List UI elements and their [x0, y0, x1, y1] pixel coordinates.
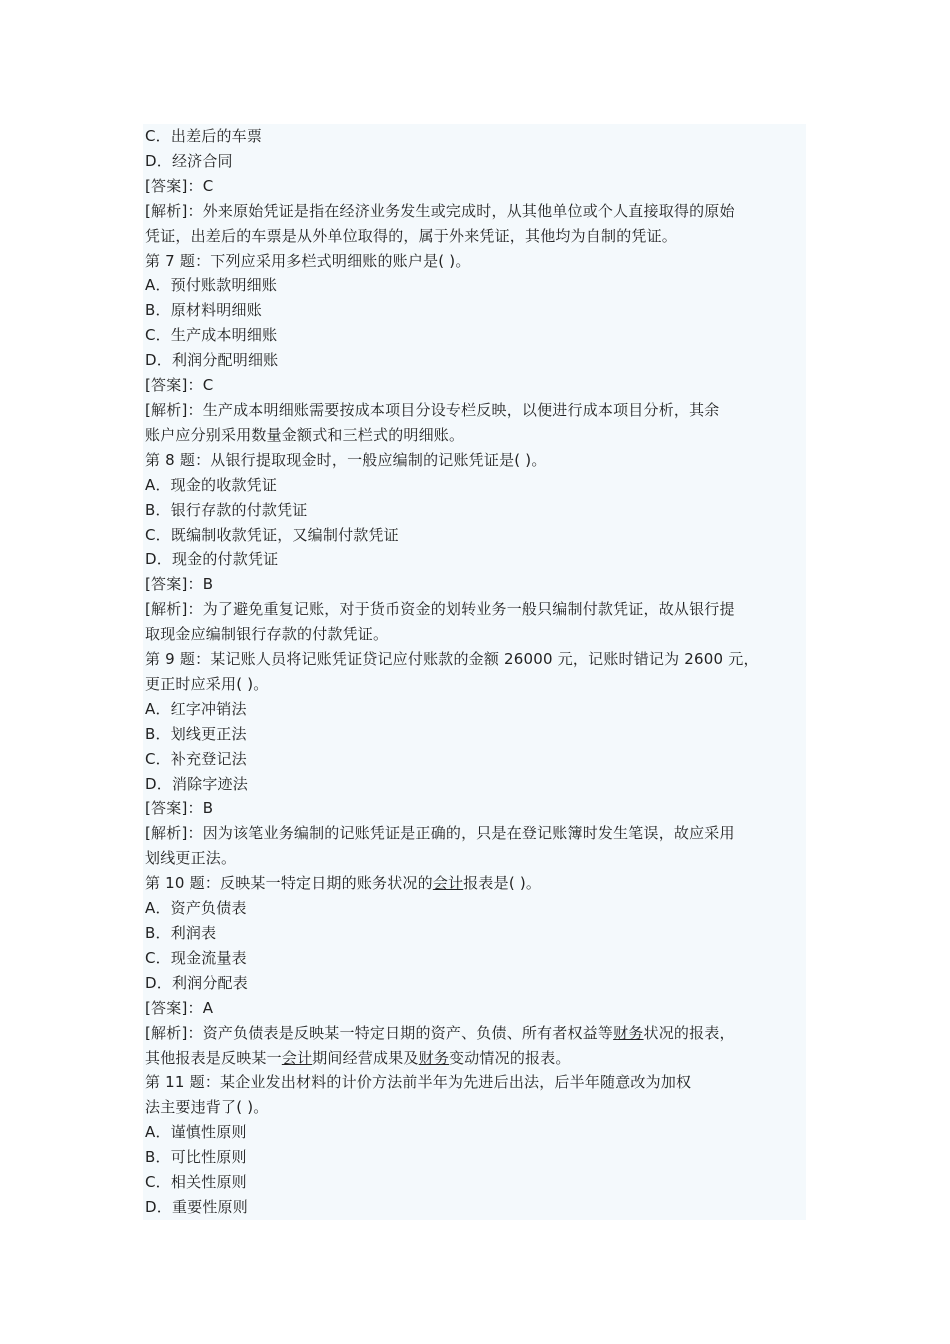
q10-analysis-text-end-2: 变动情况的报表。	[449, 1048, 571, 1067]
q9-answer: [答案]：B	[145, 799, 214, 818]
q7-analysis-line-1: [解析]：生产成本明细账需要按成本项目分设专栏反映，以便进行成本项目分析，其余	[145, 400, 720, 419]
q9-analysis-line-2: 划线更正法。	[145, 849, 237, 868]
link-kuaiji-2[interactable]: 会计	[281, 1048, 313, 1067]
q10-analysis-line-2	[145, 1046, 804, 1071]
q11-question-line-2: 法主要违背了( )。	[145, 1098, 269, 1117]
q9-option-c: C．补充登记法	[145, 749, 247, 768]
q11-question-line-1: 第 11 题：某企业发出材料的计价方法前半年为先进后出法，后半年随意改为加权	[145, 1073, 692, 1092]
q10-question	[145, 871, 804, 896]
q10-analysis-text-mid: 期间经营成果及	[312, 1048, 419, 1067]
link-caiwu-2[interactable]: 财务	[418, 1048, 450, 1067]
q6-analysis-line-1: [解析]：外来原始凭证是指在经济业务发生或完成时，从其他单位或个人直接取得的原始	[145, 201, 735, 220]
link-caiwu[interactable]: 财务	[613, 1023, 644, 1042]
q10-option-a: A．资产负债表	[145, 899, 247, 918]
q11-option-a: A．谨慎性原则	[145, 1123, 247, 1142]
q10-analysis-line-1	[145, 1021, 804, 1046]
q8-analysis-line-1: [解析]：为了避免重复记账，对于货币资金的划转业务一般只编制付款凭证，故从银行提	[145, 600, 735, 619]
q7-option-c: C．生产成本明细账	[145, 326, 278, 345]
q10-option-b: B．利润表	[145, 924, 217, 942]
q8-analysis-line-2: 取现金应编制银行存款的付款凭证。	[145, 625, 389, 644]
q9-question-line-2: 更正时应采用( )。	[145, 674, 269, 693]
q10-option-c: C．现金流量表	[145, 948, 247, 967]
q10-analysis-text-end: 状况的报表，	[643, 1023, 735, 1042]
q6-option-c: C．出差后的车票	[145, 127, 263, 145]
q6-answer: [答案]：C	[145, 176, 214, 195]
q10-option-d: D．利润分配表	[145, 973, 248, 992]
q7-question: 第 7 题：下列应采用多栏式明细账的账户是( )。	[145, 251, 471, 270]
q10-answer: [答案]：A	[145, 998, 214, 1017]
document-content	[143, 124, 806, 1220]
q11-option-c: C．相关性原则	[145, 1173, 247, 1192]
q10-question-text-end: 报表是( )。	[463, 874, 542, 893]
q8-option-d: D．现金的付款凭证	[145, 550, 279, 569]
q8-question: 第 8 题：从银行提取现金时，一般应编制的记账凭证是( )。	[145, 450, 547, 469]
q7-option-b: B．原材料明细账	[145, 301, 262, 320]
q8-answer: [答案]：B	[145, 575, 214, 594]
q7-answer: [答案]：C	[145, 376, 214, 395]
q9-option-d: D．消除字迹法	[145, 774, 248, 793]
q11-option-d: D．重要性原则	[145, 1197, 248, 1216]
q10-question-text: 第 10 题：反映某一特定日期的账务状况的	[145, 874, 433, 893]
q10-analysis-text-2: 其他报表是反映某一	[145, 1048, 282, 1067]
q7-analysis-line-2: 账户应分别采用数量金额式和三栏式的明细账。	[145, 425, 465, 444]
q9-option-b: B．划线更正法	[145, 724, 247, 743]
q6-option-d: D．经济合同	[145, 151, 233, 170]
q7-option-a: A．预付账款明细账	[145, 276, 278, 295]
q7-option-d: D．利润分配明细账	[145, 351, 279, 370]
q6-analysis-line-2: 凭证，出差后的车票是从外单位取得的，属于外来凭证，其他均为自制的凭证。	[145, 226, 678, 245]
q11-option-b: B．可比性原则	[145, 1148, 247, 1167]
q8-option-b: B．银行存款的付款凭证	[145, 500, 308, 519]
q9-analysis-line-1: [解析]：因为该笔业务编制的记账凭证是正确的，只是在登记账簿时发生笔误，故应采用	[145, 824, 735, 843]
q8-option-c: C．既编制收款凭证，又编制付款凭证	[145, 525, 399, 544]
q8-option-a: A．现金的收款凭证	[145, 475, 278, 494]
q9-option-a: A．红字冲销法	[145, 699, 247, 718]
q9-question-line-1: 第 9 题：某记账人员将记账凭证贷记应付账款的金额 26000 元，记账时错记为 2600 元，	[145, 650, 759, 669]
q10-analysis-text: [解析]：资产负债表是反映某一特定日期的资产、负债、所有者权益等	[145, 1023, 614, 1042]
link-kuaiji[interactable]: 会计	[432, 874, 464, 893]
